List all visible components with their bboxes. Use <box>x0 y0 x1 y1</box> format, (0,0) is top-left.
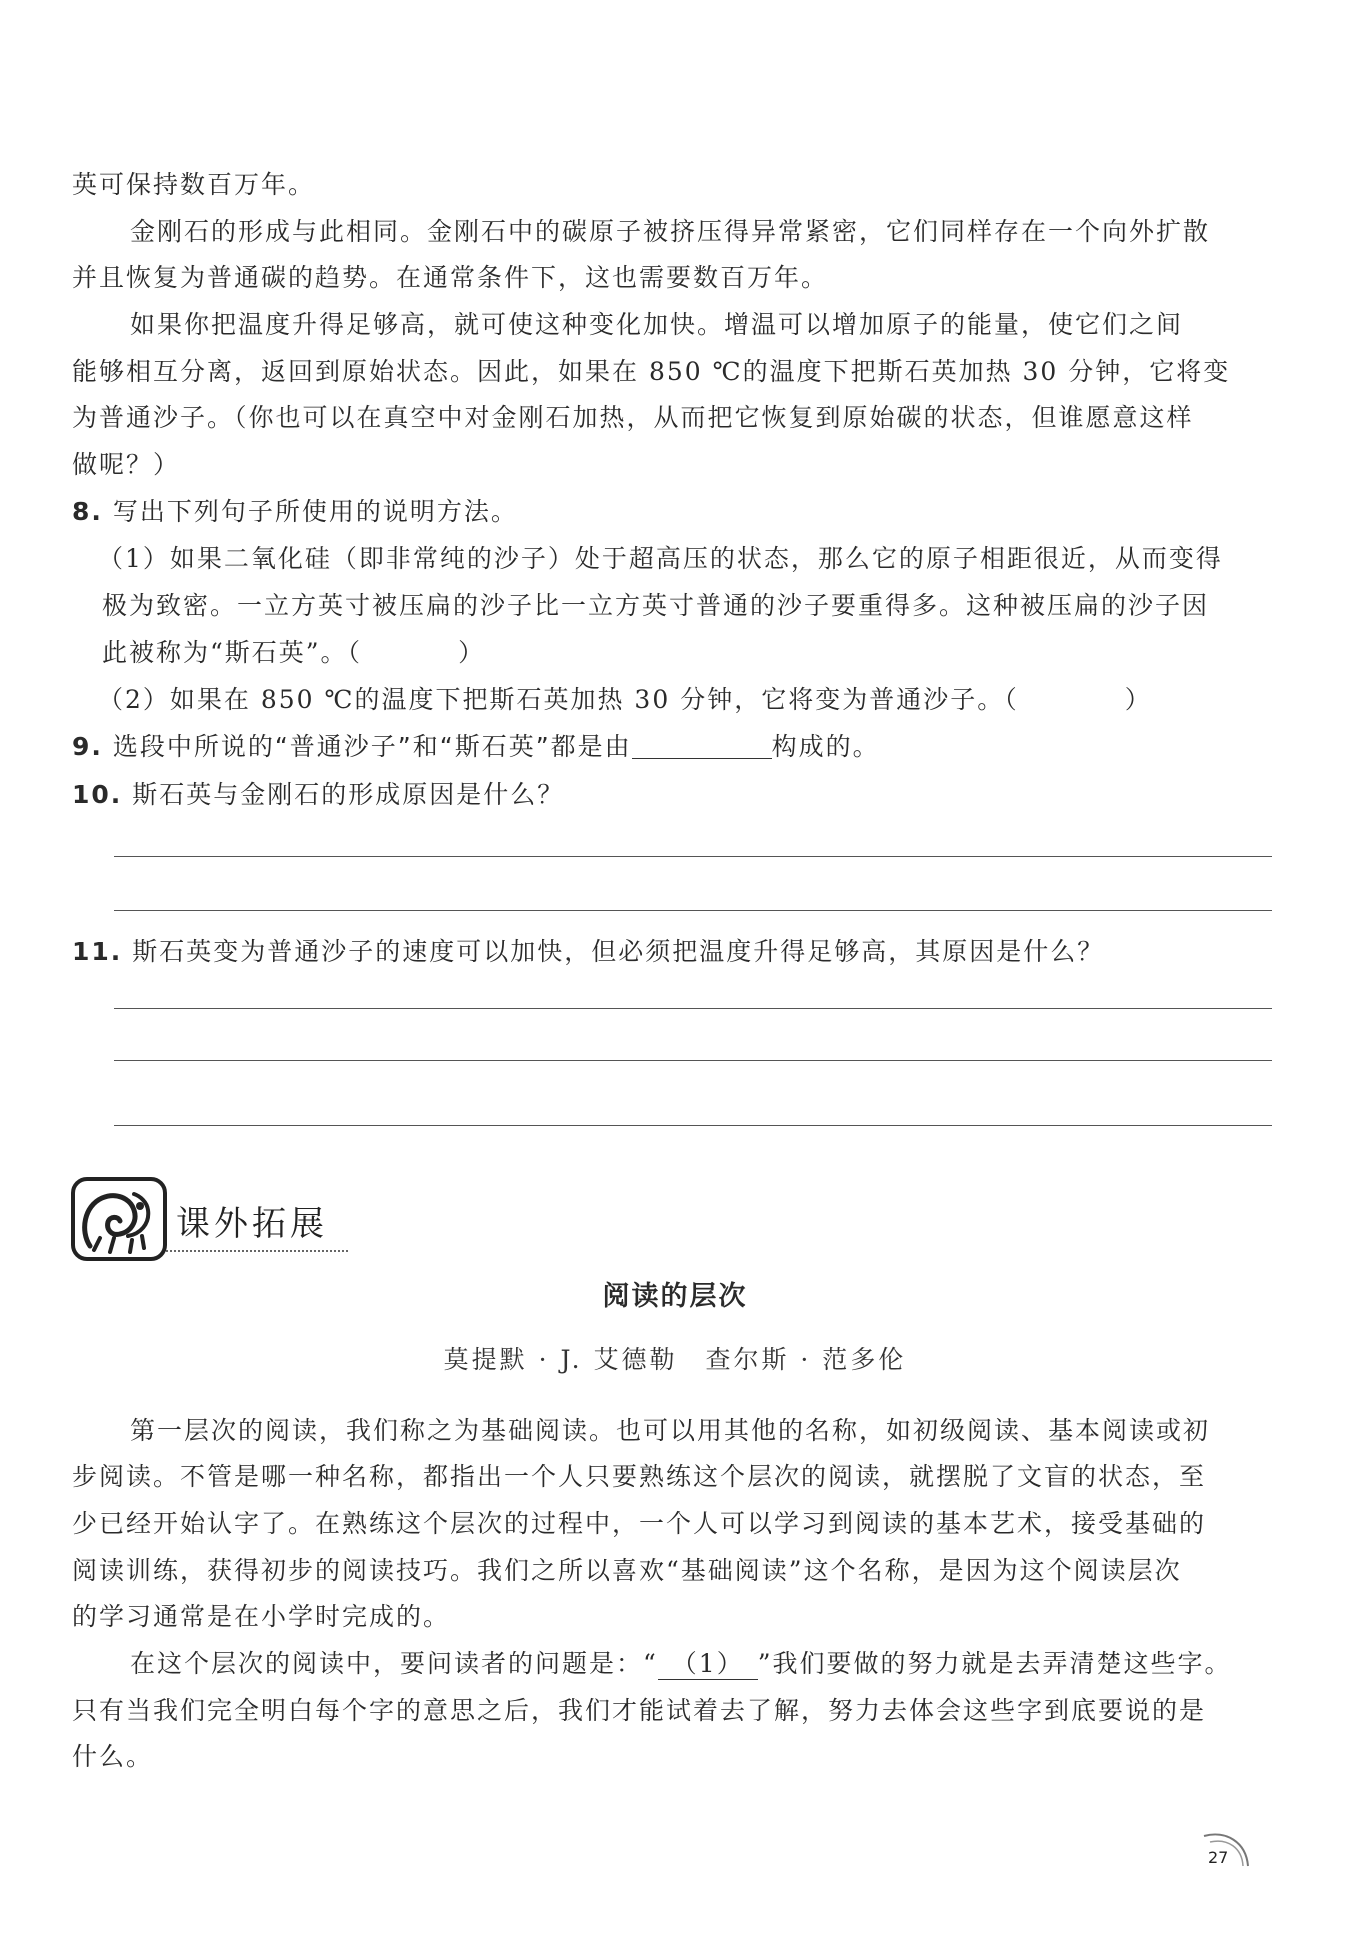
question-11 <box>72 929 1272 975</box>
question-8 <box>72 489 1272 535</box>
article-p1-line-5: 的学习通常是在小学时完成的。 <box>72 1602 451 1631</box>
question-number: 10. <box>72 780 123 809</box>
question-text-before: 选段中所说的“普通沙子”和“斯石英”都是由 <box>112 732 632 761</box>
answer-line[interactable] <box>114 1008 1272 1009</box>
article-p2-line-1 <box>72 1641 1330 1687</box>
p2-text-after: ”我们要做的努力就是去弄清楚这些字。 <box>757 1649 1232 1678</box>
article-p2-line-2: 只有当我们完全明白每个字的意思之后，我们才能试着去了解，努力去体会这些字到底要说的是 <box>72 1696 1207 1725</box>
question-text: 斯石英变为普通沙子的速度可以加快，但必须把温度升得足够高，其原因是什么？ <box>132 937 1105 966</box>
answer-line[interactable] <box>114 1125 1272 1126</box>
article-p1-line-1: 第一层次的阅读，我们称之为基础阅读。也可以用其他的名称，如初级阅读、基本阅读或初 <box>130 1416 1211 1445</box>
close-paren: ） <box>458 638 486 667</box>
question-text: 斯石英与金刚石的形成原因是什么？ <box>132 780 565 809</box>
passage-line-7: 做呢？） <box>72 450 181 479</box>
page-number: 27 <box>1208 1848 1229 1867</box>
question-10 <box>72 772 1272 818</box>
question-text: 写出下列句子所使用的说明方法。 <box>112 497 518 526</box>
article-p2-line-3: 什么。 <box>72 1742 154 1771</box>
passage-line-6: 为普通沙子。（你也可以在真空中对金刚石加热，从而把它恢复到原始碳的状态，但谁愿意这样 <box>72 403 1194 432</box>
section-title: 课外拓展 <box>176 1204 328 1244</box>
article-title: 阅读的层次 <box>602 1281 748 1312</box>
section-underline <box>166 1250 348 1252</box>
question-number: 8. <box>72 497 103 526</box>
question-text-after: 构成的。 <box>771 732 880 761</box>
answer-line[interactable] <box>114 1060 1272 1061</box>
question-number: 11. <box>72 937 123 966</box>
q8-sub1-line-3 <box>102 630 1302 676</box>
cloze-blank-1[interactable]: （1） <box>658 1649 758 1680</box>
monkey-badge-icon <box>70 1176 168 1262</box>
passage-line-4: 如果你把温度升得足够高，就可使这种变化加快。增温可以增加原子的能量，使它们之间 <box>130 310 1184 339</box>
passage-line-3: 并且恢复为普通碳的趋势。在通常条件下，这也需要数百万年。 <box>72 263 829 292</box>
question-9 <box>72 724 1272 770</box>
close-paren: ） <box>1124 685 1152 714</box>
q8-sub1-text: 此被称为“斯石英”。（ <box>102 638 363 667</box>
article-p1-line-3: 少已经开始认字了。在熟练这个层次的过程中，一个人可以学习到阅读的基本艺术，接受基础的 <box>72 1509 1207 1538</box>
q8-sub1-line-2: 极为致密。一立方英寸被压扁的沙子比一立方英寸普通的沙子要重得多。这种被压扁的沙子因 <box>102 591 1210 620</box>
passage-line-2: 金刚石的形成与此相同。金刚石中的碳原子被挤压得异常紧密，它们同样存在一个向外扩散 <box>130 217 1211 246</box>
fill-blank[interactable] <box>632 728 772 759</box>
article-p1-line-2: 步阅读。不管是哪一种名称，都指出一个人只要熟练这个层次的阅读，就摆脱了文盲的状态，至 <box>72 1462 1207 1491</box>
passage-line-5: 能够相互分离，返回到原始状态。因此，如果在 850 ℃的温度下把斯石英加热 30 分钟，它将变 <box>72 357 1231 386</box>
answer-line[interactable] <box>114 910 1272 911</box>
article-author: 莫提默 · J. 艾德勒 查尔斯 · 范多伦 <box>443 1345 907 1374</box>
q8-sub1-line-1: （1）如果二氧化硅（即非常纯的沙子）处于超高压的状态，那么它的原子相距很近，从而变得 <box>98 544 1223 573</box>
passage-line-1: 英可保持数百万年。 <box>72 170 316 199</box>
p2-text-before: 在这个层次的阅读中，要问读者的问题是：“ <box>130 1649 658 1678</box>
answer-line[interactable] <box>114 856 1272 857</box>
article-p1-line-4: 阅读训练，获得初步的阅读技巧。我们之所以喜欢“基础阅读”这个名称，是因为这个阅读层次 <box>72 1556 1182 1585</box>
q8-sub2-text: （2）如果在 850 ℃的温度下把斯石英加热 30 分钟，它将变为普通沙子。（ <box>98 685 1019 714</box>
q8-sub2 <box>98 677 1298 723</box>
question-number: 9. <box>72 732 103 761</box>
